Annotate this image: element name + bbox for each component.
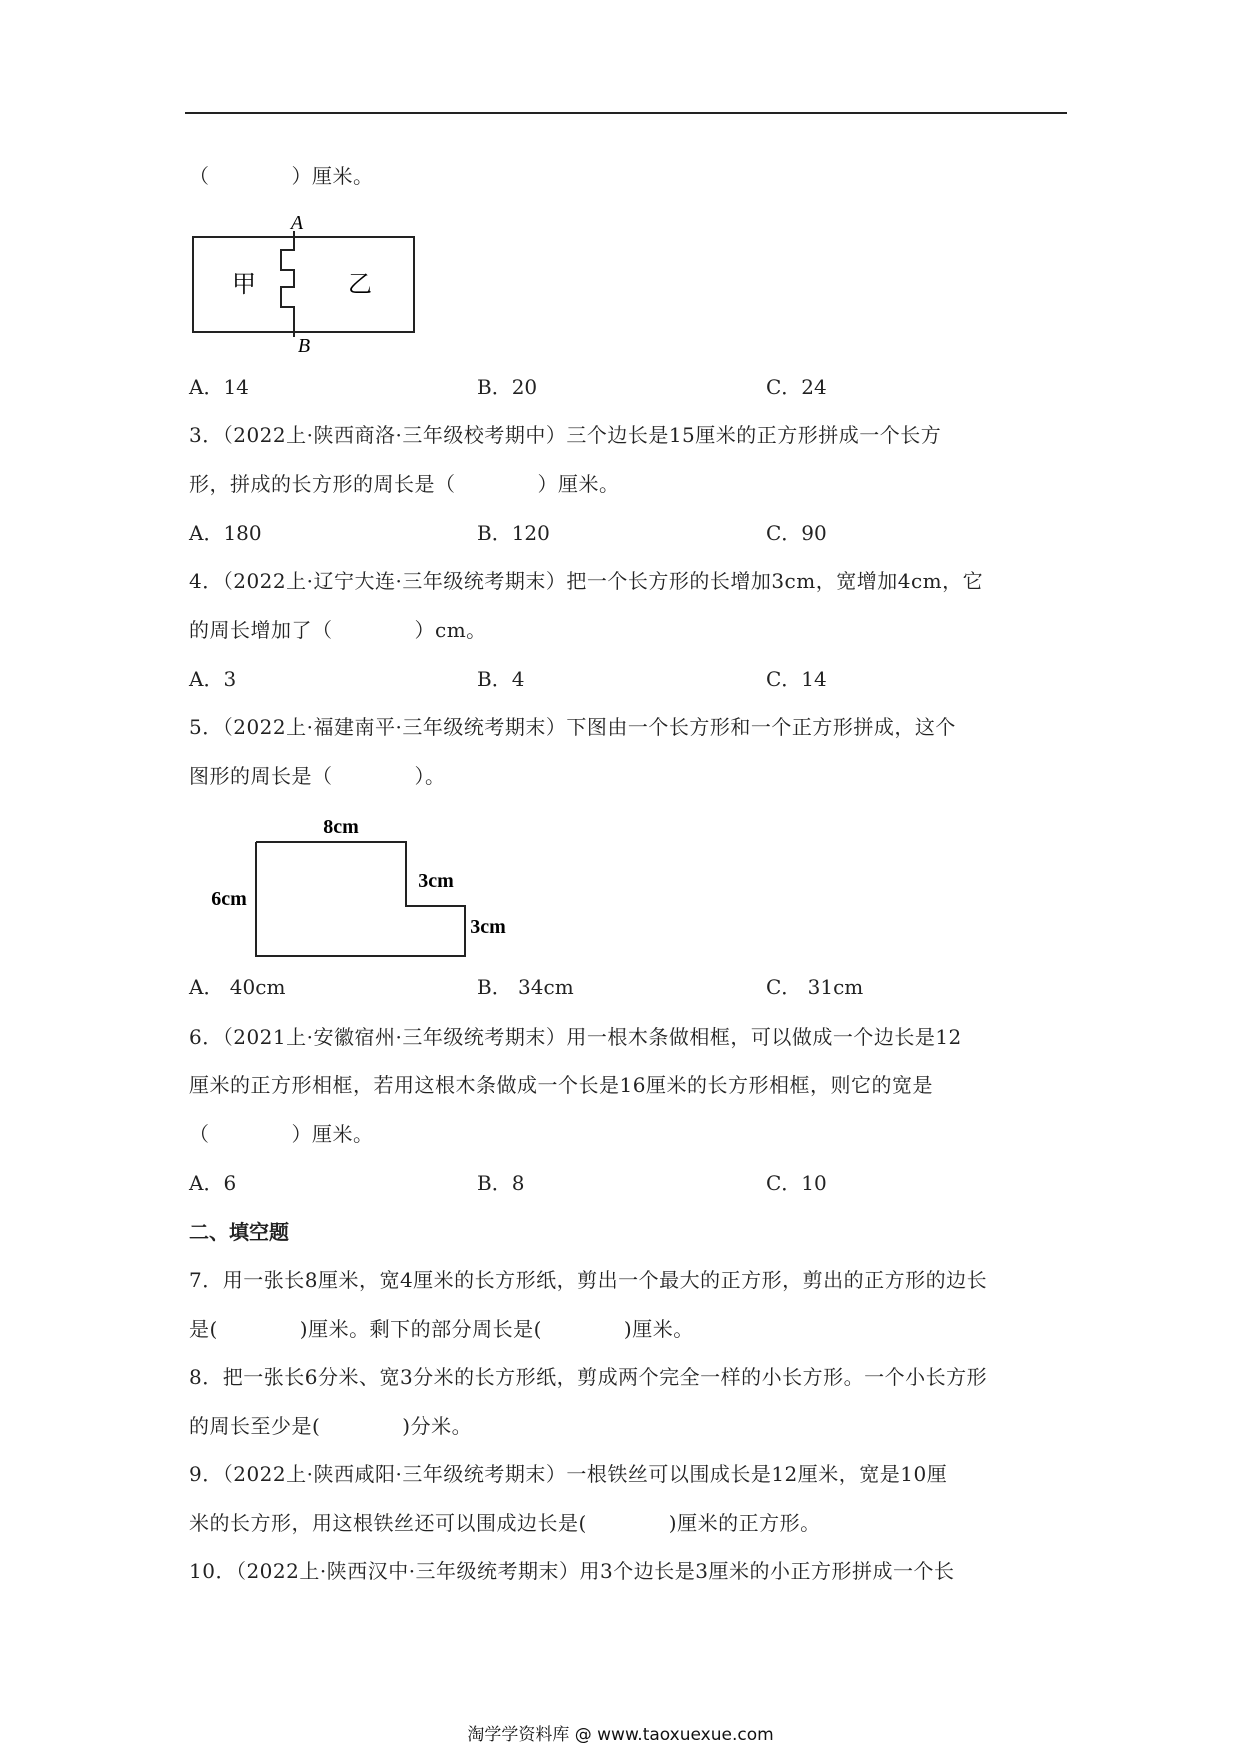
q6-option-c: C．10 xyxy=(766,1171,827,1195)
q5-option-b: B． 34cm xyxy=(477,975,574,999)
q2-label-left: 甲 xyxy=(232,272,256,298)
q9-line2: 米的长方形，用这根铁丝还可以围成边长是( )厘米的正方形。 xyxy=(189,1511,821,1535)
q9-line1: 9．（2022上·陕西咸阳·三年级统考期末）一根铁丝可以围成长是12厘米，宽是10厘 xyxy=(189,1462,948,1486)
q5-label-step: 3cm xyxy=(418,870,454,892)
q5-option-c: C． 31cm xyxy=(766,975,864,999)
q5-label-left: 6cm xyxy=(211,888,247,910)
q6-line1: 6．（2021上·安徽宿州·三年级统考期末）用一根木条做相框，可以做成一个边长是12 xyxy=(189,1025,962,1049)
q2-label-b: B xyxy=(297,335,311,355)
q3-option-c: C．90 xyxy=(766,521,827,545)
q5-option-a: A． 40cm xyxy=(189,975,286,999)
q7-line2: 是( )厘米。剩下的部分周长是( )厘米。 xyxy=(189,1317,694,1341)
q2-option-b: B．20 xyxy=(477,375,538,399)
q2-label-right: 乙 xyxy=(348,272,372,298)
q3-line1: 3．（2022上·陕西商洛·三年级校考期中）三个边长是15厘米的正方形拼成一个长方 xyxy=(189,423,942,447)
q6-line3: （ ）厘米。 xyxy=(189,1122,374,1146)
q4-option-a: A．3 xyxy=(189,667,237,691)
q4-option-b: B．4 xyxy=(477,667,525,691)
q2-option-a: A．14 xyxy=(189,375,249,399)
section-fill-in-title: 二、填空题 xyxy=(189,1220,289,1244)
q2-label-a: A xyxy=(290,212,304,234)
q7-line1: 7．用一张长8厘米，宽4厘米的长方形纸，剪出一个最大的正方形，剪出的正方形的边长 xyxy=(189,1268,988,1292)
q3-option-a: A．180 xyxy=(189,521,262,545)
q8-line1: 8．把一张长6分米、宽3分米的长方形纸，剪成两个完全一样的小长方形。一个小长方形 xyxy=(189,1365,988,1389)
q6-line2: 厘米的正方形相框，若用这根木条做成一个长是16厘米的长方形相框，则它的宽是 xyxy=(189,1073,933,1097)
footer-watermark: 淘学学资料库 @ www.taoxuexue.com xyxy=(467,1725,774,1745)
q2-figure xyxy=(180,205,440,355)
q5-line2: 图形的周长是（ ）。 xyxy=(189,764,446,788)
q5-label-right: 3cm xyxy=(470,916,506,938)
q5-line1: 5．（2022上·福建南平·三年级统考期末）下图由一个长方形和一个正方形拼成，这个 xyxy=(189,715,956,739)
q3-option-b: B．120 xyxy=(477,521,550,545)
q8-line2: 的周长至少是( )分米。 xyxy=(189,1414,473,1438)
q4-line2: 的周长增加了（ ）cm。 xyxy=(189,618,487,642)
q6-option-a: A．6 xyxy=(189,1171,237,1195)
q2-option-c: C．24 xyxy=(766,375,827,399)
header-rule xyxy=(185,112,1067,114)
q4-option-c: C．14 xyxy=(766,667,827,691)
q5-figure xyxy=(200,808,530,963)
q3-line2: 形，拼成的长方形的周长是（ ）厘米。 xyxy=(189,472,620,496)
q6-option-b: B．8 xyxy=(477,1171,525,1195)
q2-tail: （ ）厘米。 xyxy=(189,164,374,188)
q10-line1: 10．（2022上·陕西汉中·三年级统考期末）用3个边长是3厘米的小正方形拼成一个长 xyxy=(189,1559,955,1583)
q4-line1: 4．（2022上·辽宁大连·三年级统考期末）把一个长方形的长增加3cm，宽增加4cm，它 xyxy=(189,569,984,593)
q5-label-top: 8cm xyxy=(323,816,359,838)
